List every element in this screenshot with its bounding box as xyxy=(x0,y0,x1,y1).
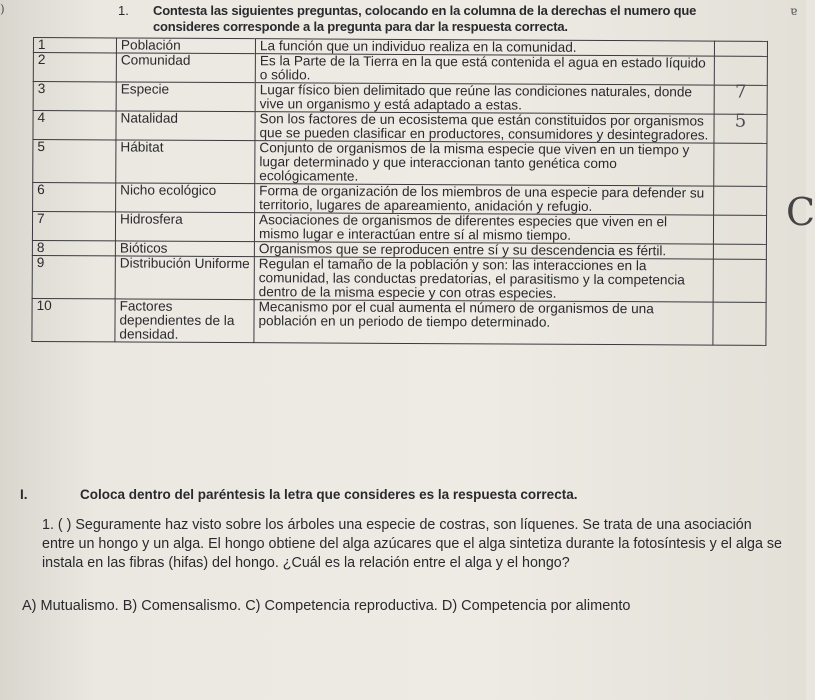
concept-cell: Especie xyxy=(116,82,255,112)
table-row xyxy=(33,53,767,86)
instruction-line-2: consideres corresponde a la pregunta para dar la respuesta correcta. xyxy=(153,19,568,34)
concept-cell: Hidrosfera xyxy=(115,212,254,242)
matching-table xyxy=(31,37,768,346)
row-number: 6 xyxy=(33,183,116,212)
definition-cell: Son los factores de un ecosistema que están constituidos por organismos que se pueden clasificar en productores, consumidores y desintegradores. xyxy=(255,112,714,143)
concept-cell: Bióticos xyxy=(115,241,254,257)
row-number: 5 xyxy=(33,140,116,183)
table-row xyxy=(32,298,766,345)
definition-cell: Regulan el tamaño de la población y son: las interacciones en la comunidad, las conductas predatorias, el parasitismo y la competencia dentro de la misma especie y con otras especies. xyxy=(254,257,713,302)
row-number: 4 xyxy=(33,111,116,140)
answer-cell[interactable] xyxy=(713,302,766,345)
answer-cell[interactable] xyxy=(713,259,766,302)
definition-cell: Es la Parte de la Tierra en la que está contenida el agua en estado líquido o sólido. xyxy=(255,54,714,85)
table-row xyxy=(33,183,767,216)
answer-cell[interactable] xyxy=(713,215,766,244)
concept-cell: Distribución Uniforme xyxy=(115,256,254,300)
instruction-number: 1. xyxy=(118,3,129,18)
table-row xyxy=(33,111,767,144)
answer-cell[interactable] xyxy=(713,244,766,259)
definition-cell: Forma de organización de los miembros de una especie para defender su territorio, lugares de apareamiento, anidación y refugio. xyxy=(255,184,714,215)
concept-cell: Nicho ecológico xyxy=(116,183,255,213)
question-text: 1. ( ) Seguramente haz visto sobre los árboles una especie de costras, son líquenes. Se trata de una asociación entre un hongo y un alga. El hongo obtiene del alga azúcares que el alga sintetiza durante la fotosíntesis y el alga se instala en las fibras (hifas) del hongo. ¿Cuál es la relación entre el alga y el hongo? xyxy=(42,517,782,571)
margin-scribble: ɐ xyxy=(790,4,798,18)
row-number: 2 xyxy=(33,53,116,82)
row-number: 1 xyxy=(33,38,116,53)
concept-cell: Natalidad xyxy=(116,111,255,141)
concept-cell: Población xyxy=(116,38,255,54)
section-number: I. xyxy=(20,487,28,502)
table-row xyxy=(33,82,767,115)
margin-scribble: C xyxy=(786,190,815,234)
instruction-line-1: Contesta las siguientes preguntas, colocando en la columna de la derechas el numero que xyxy=(153,3,697,18)
answer-cell[interactable]: 5 xyxy=(714,114,767,143)
answer-options: A) Mutualismo. B) Comensalismo. C) Competencia reproductiva. D) Competencia por alimento xyxy=(22,598,631,614)
row-number: 10 xyxy=(32,298,115,341)
concept-cell: Comunidad xyxy=(116,53,255,83)
row-number: 9 xyxy=(32,255,115,298)
margin-scribble: ) xyxy=(0,2,5,16)
answer-cell[interactable]: 7 xyxy=(714,85,767,114)
definition-cell: Conjunto de organismos de la misma especie que viven en un tiempo y lugar determinado y que interaccionan tanto genética como ecológicamente. xyxy=(255,141,714,186)
table-row xyxy=(33,140,767,187)
row-number: 8 xyxy=(32,240,115,255)
answer-cell[interactable] xyxy=(714,186,767,215)
row-number: 7 xyxy=(32,212,115,241)
section-heading xyxy=(20,487,577,502)
definition-cell: Mecanismo por el cual aumenta el número de organismos de una población en un periodo de tiempo determinado. xyxy=(254,300,713,345)
table-row xyxy=(32,255,766,302)
definition-cell: La función que un individuo realiza en la comunidad. xyxy=(255,39,714,56)
table-row xyxy=(32,212,766,245)
definition-cell: Lugar físico bien delimitado que reúne las condiciones naturales, donde vive un organismo y está adaptado a estas. xyxy=(255,83,714,114)
concept-cell: Hábitat xyxy=(116,140,255,184)
definition-cell: Organismos que se reproducen entre sí y su descendencia es fértil. xyxy=(254,242,713,259)
answer-cell[interactable] xyxy=(714,143,767,186)
definition-cell: Asociaciones de organismos de diferentes especies que viven en el mismo lugar e interactúan entre sí al mismo tiempo. xyxy=(254,213,713,244)
row-number: 3 xyxy=(33,82,116,111)
concept-cell: Factores dependientes de la densidad. xyxy=(115,299,254,343)
answer-cell[interactable] xyxy=(714,41,767,56)
section-title: Coloca dentro del paréntesis la letra que consideres es la respuesta correcta. xyxy=(80,487,578,502)
